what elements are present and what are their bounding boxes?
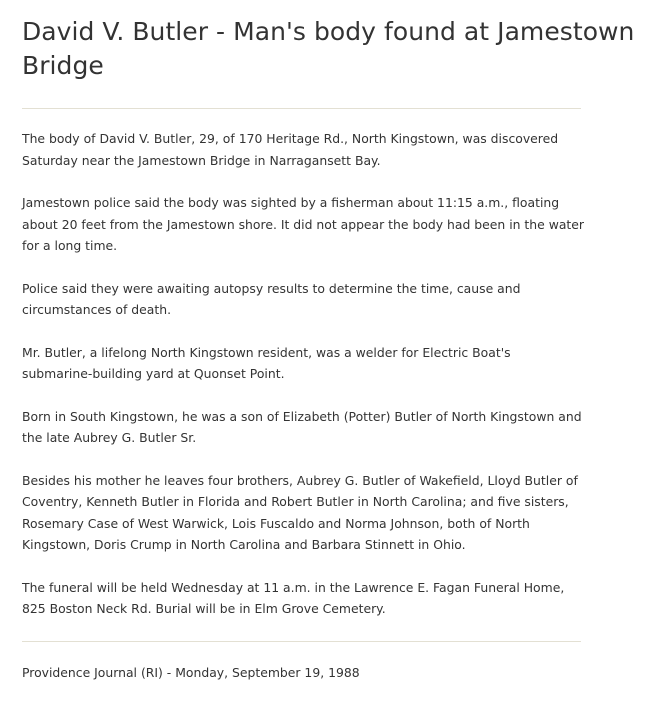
paragraph-sighting: Jamestown police said the body was sighted by a fisherman about 11:15 a.m., floating about 20 feet from the Jamestown shore. It did not appear the body had been in the water for a long time. [22,195,585,253]
article-body [22,128,584,620]
source-divider [22,641,581,642]
paragraph-autopsy: Police said they were awaiting autopsy results to determine the time, cause and circumstances of death. [22,280,521,317]
paragraph-survivors: Besides his mother he leaves four brothers, Aubrey G. Butler of Wakefield, Lloyd Butler of Coventry, Kenneth Butler in Florida and Robert Butler in North Carolina; and five sisters, Rosemary Case of West Warwick, Lois Fuscaldo and Norma Johnson, both of North Kingstown, Doris Crump in North Carolina and Barbara Stinnett in Ohio. [22,472,578,552]
paragraph-employment: Mr. Butler, a lifelong North Kingstown resident, was a welder for Electric Boat's submarine-building yard at Quonset Point. [22,344,511,381]
paragraph-funeral: The funeral will be held Wednesday at 11 a.m. in the Lawrence E. Fagan Funeral Home, 825 Boston Neck Rd. Burial will be in Elm Grove Cemetery. [22,579,565,616]
paragraph-discovery: The body of David V. Butler, 29, of 170 Heritage Rd., North Kingstown, was discovered Saturday near the Jamestown Bridge in Narragansett Bay. [22,131,559,168]
article [22,0,656,683]
title-divider [22,108,581,109]
article-source: Providence Journal (RI) - Monday, September 19, 1988 [22,664,360,680]
paragraph-parents: Born in South Kingstown, he was a son of Elizabeth (Potter) Butler of North Kingstown and the late Aubrey G. Butler Sr. [22,408,582,445]
article-title: David V. Butler - Man's body found at Jamestown Bridge [22,17,635,80]
